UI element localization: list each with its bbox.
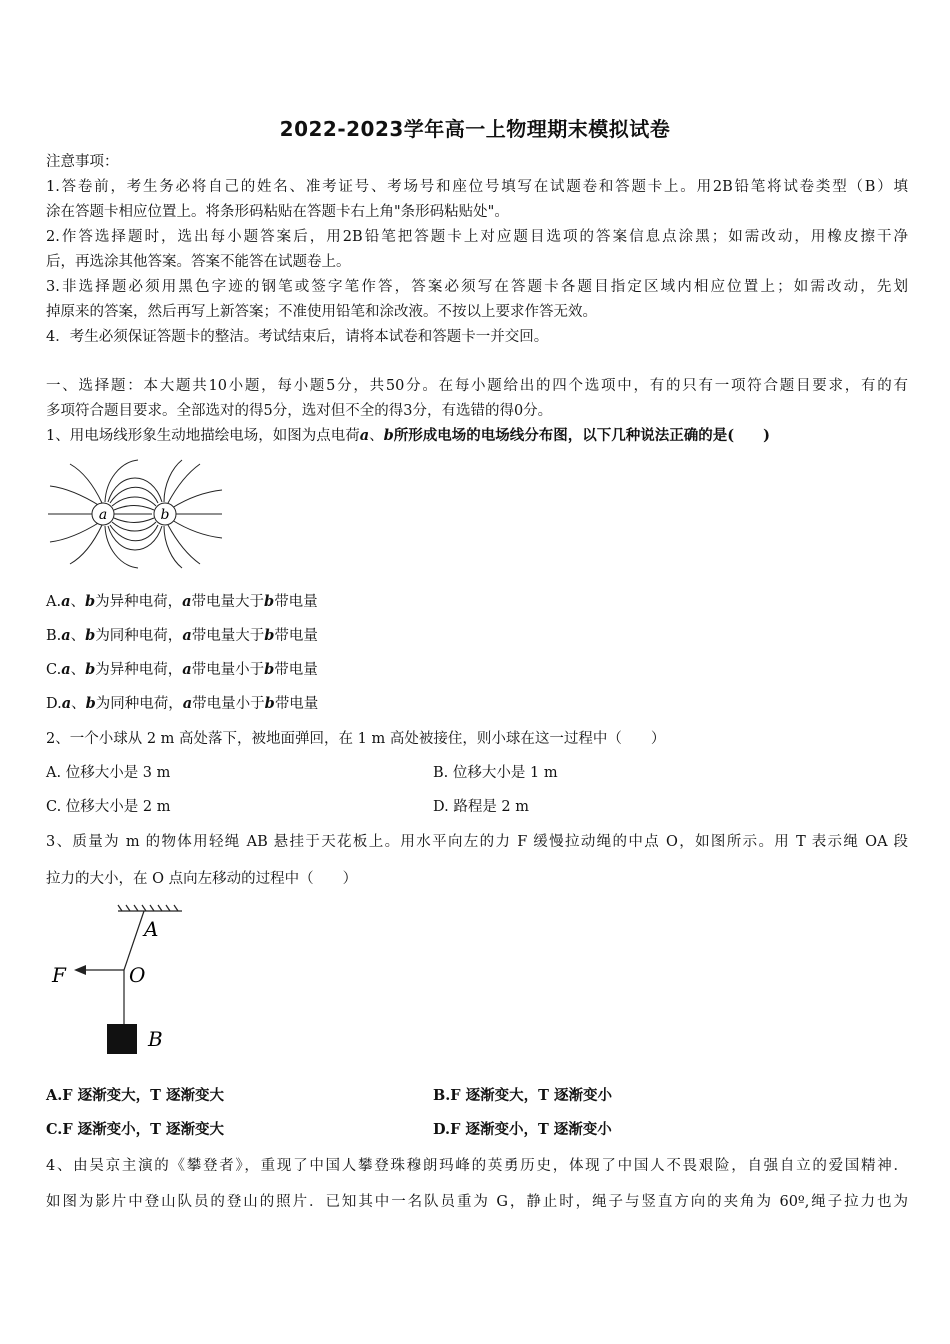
charge-a-label: a	[98, 507, 108, 523]
question-2-option-a[interactable]: A. 位移大小是 3 m	[46, 765, 171, 781]
question-2-option-c[interactable]: C. 位移大小是 2 m	[46, 799, 171, 815]
notice-line-2: 涂在答题卡相应位置上。将条形码粘贴在答题卡右上角"条形码粘贴处"。	[46, 204, 509, 220]
question-2-option-b[interactable]: B. 位移大小是 1 m	[433, 765, 558, 781]
question-3-option-b[interactable]: B.F 逐渐变大，T 逐渐变小	[433, 1087, 612, 1104]
question-3-stem-line-2: 拉力的大小，在 O 点向左移动的过程中（ ）	[46, 871, 358, 887]
notice-line-3: 2.作答选择题时，选出每小题答案后，用2B铅笔把答题卡上对应题目选项的答案信息点涂黑；如需改动，用橡皮擦干净	[46, 229, 908, 245]
question-4-stem-line-1: 4、由吴京主演的《攀登者》，重现了中国人攀登珠穆朗玛峰的英勇历史，体现了中国人不畏艰险，自强自立的爱国精神．	[46, 1158, 908, 1174]
question-1-stem: 1、用电场线形象生动地描绘电场，如图为点电荷a、b所形成电场的电场线分布图，以下几种说法正确的是( )	[46, 427, 771, 444]
question-2-option-d[interactable]: D. 路程是 2 m	[433, 799, 530, 815]
point-o-label: O	[129, 963, 146, 987]
charge-b-label: b	[160, 507, 170, 523]
point-a-label: A	[144, 917, 159, 941]
question-3-option-d[interactable]: D.F 逐渐变小，T 逐渐变小	[433, 1121, 612, 1138]
question-1-option-d[interactable]: D.a、b为同种电荷，a带电量小于b带电量	[46, 695, 319, 712]
question-3-option-a[interactable]: A.F 逐渐变大，T 逐渐变大	[46, 1087, 224, 1104]
rope-force-figure	[46, 900, 186, 1065]
notice-line-5: 3.非选择题必须用黑色字迹的钢笔或签字笔作答，答案必须写在答题卡各题目指定区域内相应位置上；如需改动，先划	[46, 279, 908, 295]
question-1-option-c[interactable]: C.a、b为异种电荷，a带电量小于b带电量	[46, 661, 318, 678]
question-3-option-c[interactable]: C.F 逐渐变小，T 逐渐变大	[46, 1121, 225, 1138]
electric-field-lines-figure	[44, 458, 226, 570]
question-1-option-b[interactable]: B.a、b为同种电荷，a带电量大于b带电量	[46, 627, 318, 644]
section-1-intro-line-2: 多项符合题目要求。全部选对的得5分，选对但不全的得3分，有选错的得0分。	[46, 403, 553, 419]
notice-heading: 注意事项：	[46, 154, 119, 170]
notice-line-4: 后，再选涂其他答案。答案不能答在试题卷上。	[46, 254, 351, 270]
block-b-label: B	[148, 1027, 163, 1051]
force-f-label: F	[52, 963, 66, 987]
question-2-stem: 2、一个小球从 2 m 高处落下，被地面弹回，在 1 m 高处被接住，则小球在这一过程中（ ）	[46, 731, 666, 747]
page-title: 2022-2023学年高一上物理期末模拟试卷	[279, 117, 671, 141]
notice-line-1: 1.答卷前，考生务必将自己的姓名、准考证号、考场号和座位号填写在试题卷和答题卡上。用2B铅笔将试卷类型（B）填	[46, 179, 908, 195]
notice-line-6: 掉原来的答案，然后再写上新答案；不准使用铅笔和涂改液。不按以上要求作答无效。	[46, 304, 597, 320]
question-1-option-a[interactable]: A.a、b为异种电荷，a带电量大于b带电量	[46, 593, 318, 610]
question-4-stem-line-2: 如图为影片中登山队员的登山的照片．已知其中一名队员重为 G，静止时，绳子与竖直方向的夹角为 60º,绳子拉力也为	[46, 1194, 908, 1210]
section-1-intro-line-1: 一、选择题：本大题共10小题，每小题5分，共50分。在每小题给出的四个选项中，有的只有一项符合题目要求，有的有	[46, 378, 908, 394]
notice-line-7: 4．考生必须保证答题卡的整洁。考试结束后，请将本试卷和答题卡一并交回。	[46, 329, 549, 345]
question-3-stem-line-1: 3、质量为 m 的物体用轻绳 AB 悬挂于天花板上。用水平向左的力 F 缓慢拉动绳的中点 O，如图所示。用 T 表示绳 OA 段	[46, 834, 908, 850]
